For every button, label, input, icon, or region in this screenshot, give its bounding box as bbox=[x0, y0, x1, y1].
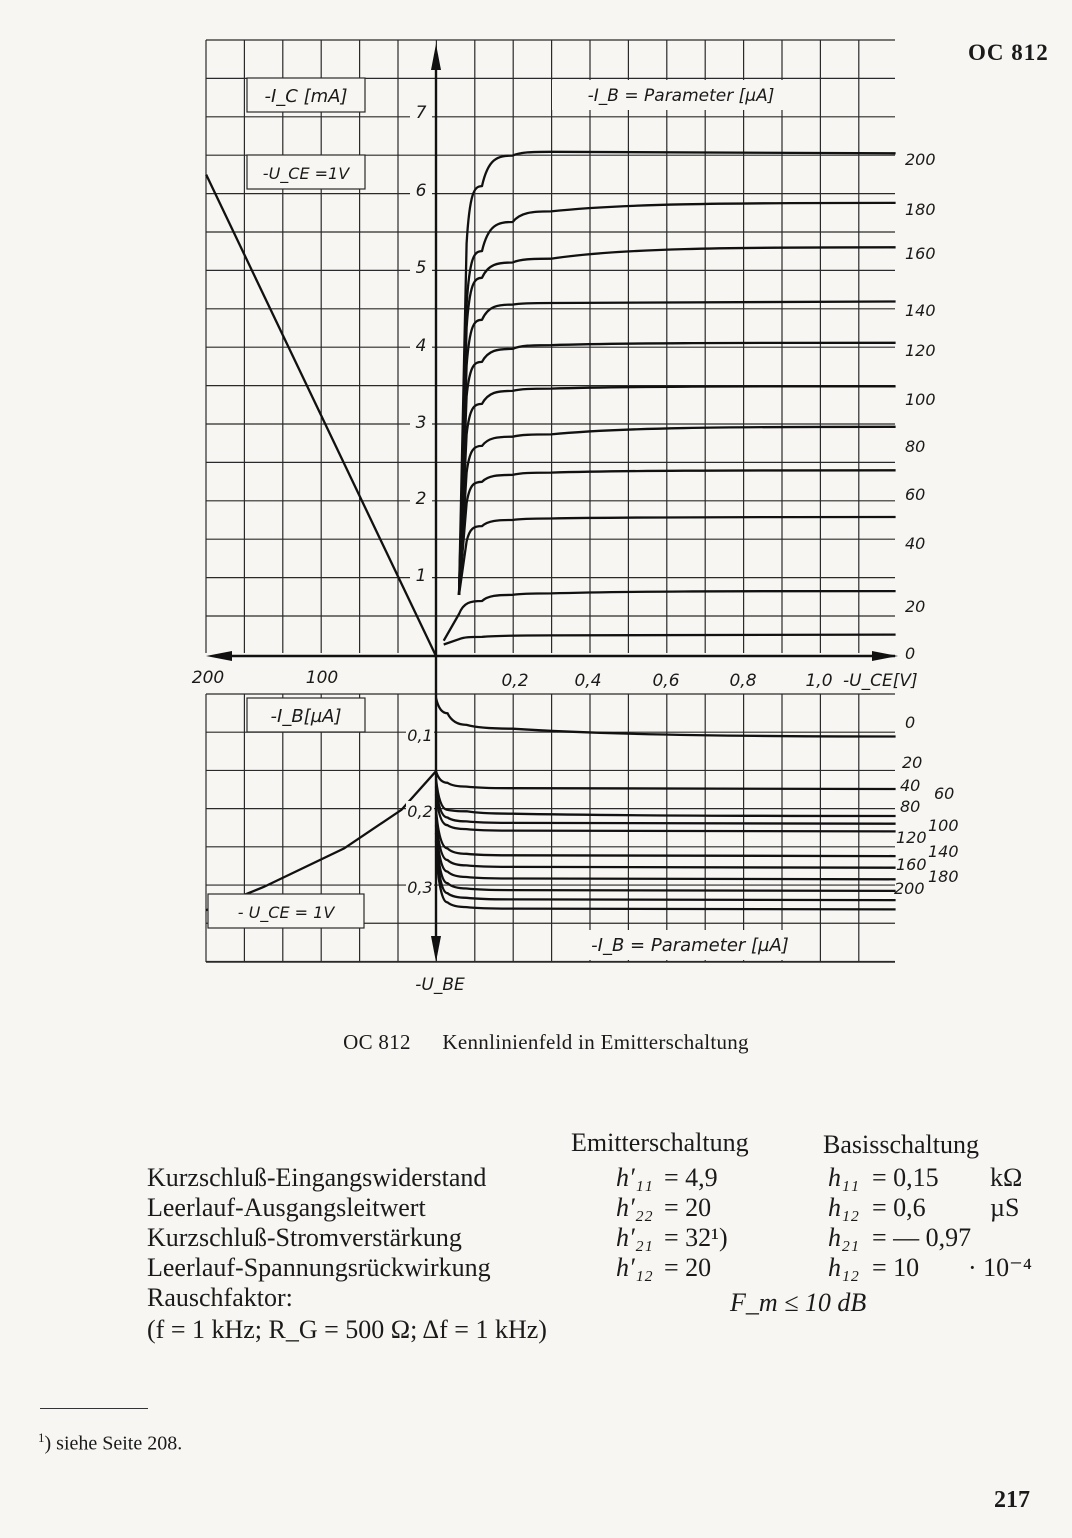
y-tick-label: 2 bbox=[415, 489, 427, 509]
ic-curve-160 bbox=[459, 247, 896, 595]
ic-curve-200 bbox=[459, 152, 896, 595]
emitter-symbol: h′₂₂ bbox=[616, 1193, 653, 1222]
param-label-140: 140 bbox=[928, 842, 959, 861]
basis-symbol: h₁₂ bbox=[828, 1253, 860, 1282]
y-tick-label: 7 bbox=[415, 103, 427, 123]
param-label-100: 100 bbox=[905, 390, 936, 409]
x-tick-label: 0,6 bbox=[652, 671, 680, 691]
row-label: Kurzschluß-Eingangswiderstand bbox=[147, 1163, 487, 1192]
ube-curve-160 bbox=[436, 833, 896, 891]
col-header-emitter: Emitterschaltung bbox=[571, 1128, 749, 1157]
page-id: OC 812 bbox=[968, 40, 1049, 65]
y-tick-label: 5 bbox=[415, 258, 427, 278]
ube-curve-60 bbox=[436, 787, 896, 824]
param-label-40: 40 bbox=[900, 776, 921, 795]
col-header-basis: Basisschaltung bbox=[823, 1130, 979, 1159]
basis-value: = — 0,97 bbox=[872, 1223, 972, 1252]
ic-curve-80 bbox=[459, 427, 896, 595]
param-label-140: 140 bbox=[905, 301, 936, 320]
figure-caption bbox=[0, 1030, 1072, 1055]
param-label-120: 120 bbox=[896, 828, 927, 847]
basis-symbol: h₁₂ bbox=[828, 1193, 860, 1222]
param-label-160: 160 bbox=[896, 855, 927, 874]
ic-curve-60 bbox=[459, 470, 896, 595]
note-lower: -I_B = Parameter [µA] bbox=[591, 935, 789, 956]
test-conditions: (f = 1 kHz; R_G = 500 Ω; Δf = 1 kHz) bbox=[147, 1315, 547, 1344]
label-uce-lower: - U_CE = 1V bbox=[237, 902, 335, 922]
chart-labels bbox=[192, 78, 959, 995]
ube-curve-20 bbox=[436, 771, 896, 789]
ube-curve-0 bbox=[436, 698, 896, 737]
y-axis-arrow-up bbox=[431, 44, 441, 70]
row-label: Leerlauf-Ausgangsleitwert bbox=[147, 1193, 426, 1222]
ube-curve-40 bbox=[436, 779, 896, 816]
param-label-180: 180 bbox=[905, 200, 936, 219]
x-axis-arrow-left bbox=[206, 651, 232, 661]
y-tick-label: 3 bbox=[415, 413, 427, 433]
ic-curve-100 bbox=[459, 386, 896, 595]
unit-label: µS bbox=[990, 1193, 1020, 1222]
label-uce-upper: -U_CE =1V bbox=[262, 163, 350, 183]
basis-value: = 0,15 bbox=[872, 1163, 939, 1192]
basis-symbol: h₂₁ bbox=[828, 1223, 860, 1252]
param-label-120: 120 bbox=[905, 341, 936, 360]
y-tick-label: 6 bbox=[415, 181, 427, 201]
emitter-symbol: h′₂₁ bbox=[616, 1223, 653, 1252]
x-tick-label: 0,4 bbox=[574, 671, 602, 691]
x-tick-label: 1,0 bbox=[805, 671, 833, 691]
note-upper: -I_B = Parameter [µA] bbox=[587, 86, 775, 106]
caption-text: Kennlinienfeld in Emitterschaltung bbox=[442, 1030, 749, 1054]
row-label: Kurzschluß-Stromverstärkung bbox=[147, 1223, 462, 1252]
param-label-200: 200 bbox=[905, 150, 936, 169]
y-tick-label: 0,1 bbox=[407, 726, 433, 745]
noise-label: Rauschfaktor: bbox=[147, 1283, 293, 1312]
ylabel-ic: -I_C [mA] bbox=[264, 85, 348, 107]
x-tick-label: 200 bbox=[191, 668, 225, 688]
param-label-80: 80 bbox=[905, 437, 926, 456]
basis-value: = 0,6 bbox=[872, 1193, 926, 1222]
x-tick-label: 0,8 bbox=[729, 671, 757, 691]
x-axis-arrow-right bbox=[872, 651, 898, 661]
footnote-mark: 1 bbox=[38, 1430, 45, 1445]
emitter-symbol: h′₁₁ bbox=[616, 1163, 653, 1192]
param-label-200: 200 bbox=[894, 879, 925, 898]
y-tick-label: 1 bbox=[415, 566, 427, 586]
param-label-40: 40 bbox=[905, 534, 926, 553]
param-label-80: 80 bbox=[900, 797, 921, 816]
unit-label: · 10⁻⁴ bbox=[968, 1253, 1032, 1282]
param-label-160: 160 bbox=[905, 244, 936, 263]
y-axis-label-ube: -U_BE bbox=[415, 975, 465, 995]
emitter-value: = 20 bbox=[664, 1253, 712, 1282]
param-label-180: 180 bbox=[928, 867, 959, 886]
unit-label: kΩ bbox=[990, 1163, 1023, 1192]
ic-curve-0 bbox=[444, 635, 896, 645]
param-label-60: 60 bbox=[905, 485, 926, 504]
ic-curve-40 bbox=[459, 517, 896, 595]
x-tick-label: 100 bbox=[305, 668, 339, 688]
param-label-100: 100 bbox=[928, 816, 959, 835]
y-tick-label: 4 bbox=[415, 336, 427, 356]
chart-curves bbox=[206, 152, 895, 910]
y-tick-label: 0,3 bbox=[407, 878, 433, 897]
param-label-0: 0 bbox=[905, 644, 916, 663]
param-label-0: 0 bbox=[905, 713, 916, 732]
emitter-value: = 32¹) bbox=[664, 1223, 728, 1252]
footnote bbox=[38, 1430, 182, 1456]
ic-curve-180 bbox=[459, 203, 896, 595]
row-label: Leerlauf-Spannungsrückwirkung bbox=[147, 1253, 491, 1282]
x-tick-label: 0,2 bbox=[501, 671, 529, 691]
basis-value: = 10 bbox=[872, 1253, 920, 1282]
ic-curve-120 bbox=[459, 343, 896, 595]
ylabel-ib: -I_B[µA] bbox=[270, 705, 342, 727]
caption-figure: OC 812 bbox=[343, 1030, 411, 1054]
noise-value: F_m ≤ 10 dB bbox=[730, 1288, 867, 1317]
ube-curve-120 bbox=[436, 818, 896, 868]
footnote-rule bbox=[40, 1408, 148, 1409]
ube-curve-140 bbox=[436, 825, 896, 879]
emitter-symbol: h′₁₂ bbox=[616, 1253, 653, 1282]
emitter-value: = 4,9 bbox=[664, 1163, 718, 1192]
x-axis-label: -U_CE[V] bbox=[843, 671, 918, 691]
page-number: 217 bbox=[994, 1487, 1030, 1513]
basis-symbol: h₁₁ bbox=[828, 1163, 860, 1192]
param-label-20: 20 bbox=[905, 597, 926, 616]
emitter-value: = 20 bbox=[664, 1193, 712, 1222]
footnote-text: ) siehe Seite 208. bbox=[44, 1432, 183, 1455]
y-axis-arrow-down bbox=[431, 936, 441, 962]
param-label-20: 20 bbox=[902, 753, 923, 772]
param-label-60: 60 bbox=[934, 784, 955, 803]
y-tick-label: 0,2 bbox=[407, 802, 433, 821]
